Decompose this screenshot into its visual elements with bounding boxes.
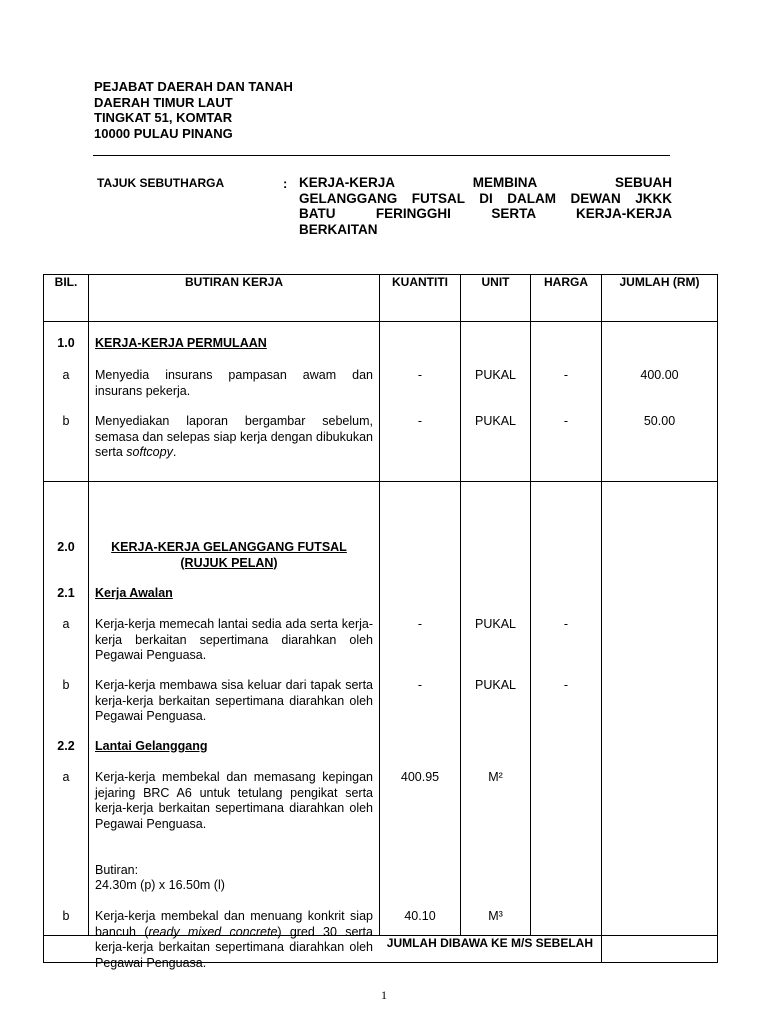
col-header-bil: BIL. (44, 275, 89, 322)
section-title: KERJA-KERJA GELANGGANG FUTSAL (RUJUK PELAN) (111, 540, 347, 570)
title-line: KERJA-KERJA MEMBINA SEBUAH (299, 175, 672, 190)
col-header-butiran: BUTIRAN KERJA (89, 275, 380, 322)
carried-forward-label: JUMLAH DIBAWA KE M/S SEBELAH (44, 936, 602, 963)
rate: - (563, 617, 569, 631)
section-title: KERJA-KERJA PERMULAAN (95, 336, 267, 350)
col-header-kuantiti: KUANTITI (380, 275, 461, 322)
rate: - (563, 368, 569, 382)
item-description: Kerja-kerja membekal dan menuang konkrit siap bancuh (ready mixed concrete) gred 30 serta kerja-kerja berkaitan sepertimana diarahkan oleh Pegawai Penguasa. (95, 909, 373, 970)
quotation-title (299, 175, 672, 237)
quantity: - (417, 368, 423, 382)
item-detail-label: Butiran: (95, 863, 139, 877)
item-no: 2.0 (57, 540, 75, 554)
table-body-row (44, 322, 718, 936)
address-line: PEJABAT DAERAH DAN TANAH (94, 79, 293, 94)
kuantiti-column (380, 322, 461, 936)
amount: 400.00 (640, 368, 679, 382)
quantity: - (417, 617, 423, 631)
amount: 50.00 (643, 414, 676, 428)
col-header-jumlah: JUMLAH (RM) (602, 275, 718, 322)
table-header-row (44, 275, 718, 322)
item-description: Kerja-kerja membawa sisa keluar dari tapak serta kerja-kerja berkaitan sepertimana diarahkan oleh Pegawai Penguasa. (95, 678, 373, 723)
unit: PUKAL (475, 678, 516, 692)
item-detail-value: 24.30m (p) x 16.50m (l) (95, 878, 225, 892)
item-no: a (62, 368, 70, 382)
header-divider (93, 155, 670, 156)
subsection-title: Kerja Awalan (95, 586, 173, 600)
subsection-title: Lantai Gelanggang (95, 739, 208, 753)
title-colon: : (283, 176, 288, 191)
item-no: b (62, 414, 70, 428)
harga-column (531, 322, 602, 936)
page-number: 1 (381, 988, 387, 1002)
item-no: 2.2 (57, 739, 75, 753)
bill-of-quantities-table (43, 274, 718, 970)
bil-column (44, 322, 89, 936)
rate: - (563, 678, 569, 692)
item-description: Menyediakan laporan bergambar sebelum, semasa dan selepas siap kerja dengan dibukukan serta softcopy. (95, 414, 373, 459)
item-no: b (62, 909, 70, 923)
quantity: - (417, 414, 423, 428)
title-label: TAJUK SEBUTHARGA (97, 176, 225, 190)
col-header-unit: UNIT (461, 275, 531, 322)
unit: PUKAL (475, 414, 516, 428)
item-description: Kerja-kerja memecah lantai sedia ada serta kerja-kerja berkaitan sepertimana diarahkan oleh Pegawai Penguasa. (95, 617, 373, 662)
item-no: a (62, 617, 70, 631)
address-line: TINGKAT 51, KOMTAR (94, 110, 233, 125)
item-no: 1.0 (57, 336, 75, 350)
rate: - (563, 414, 569, 428)
title-line: GELANGGANG FUTSAL DI DALAM DEWAN JKKK (299, 190, 672, 206)
quantity: 400.95 (400, 770, 440, 784)
unit: M² (488, 770, 503, 784)
item-no: b (62, 678, 70, 692)
item-no: 2.1 (57, 586, 75, 600)
butiran-column (89, 322, 380, 970)
jumlah-column (602, 322, 718, 936)
quantity: - (417, 678, 423, 692)
col-header-harga: HARGA (531, 275, 602, 322)
carried-forward-amount (602, 936, 718, 963)
title-line: BATU FERINGGHI SERTA KERJA-KERJA (299, 206, 672, 221)
unit-column (461, 322, 531, 936)
unit: PUKAL (475, 368, 516, 382)
address-line: DAERAH TIMUR LAUT (94, 94, 233, 110)
quantity: 40.10 (404, 909, 436, 923)
item-description: Menyedia insurans pampasan awam dan insurans pekerja. (95, 368, 373, 398)
office-address (94, 79, 293, 141)
item-no: a (62, 770, 70, 784)
unit: M³ (488, 909, 503, 923)
title-line: BERKAITAN (299, 221, 378, 237)
unit: PUKAL (475, 617, 516, 631)
item-description: Kerja-kerja membekal dan memasang kepingan jejaring BRC A6 untuk tetulang pengikat serta kerja-kerja berkaitan sepertimana diarahkan oleh Pegawai Penguasa. (95, 770, 373, 831)
address-line: 10000 PULAU PINANG (94, 125, 233, 141)
